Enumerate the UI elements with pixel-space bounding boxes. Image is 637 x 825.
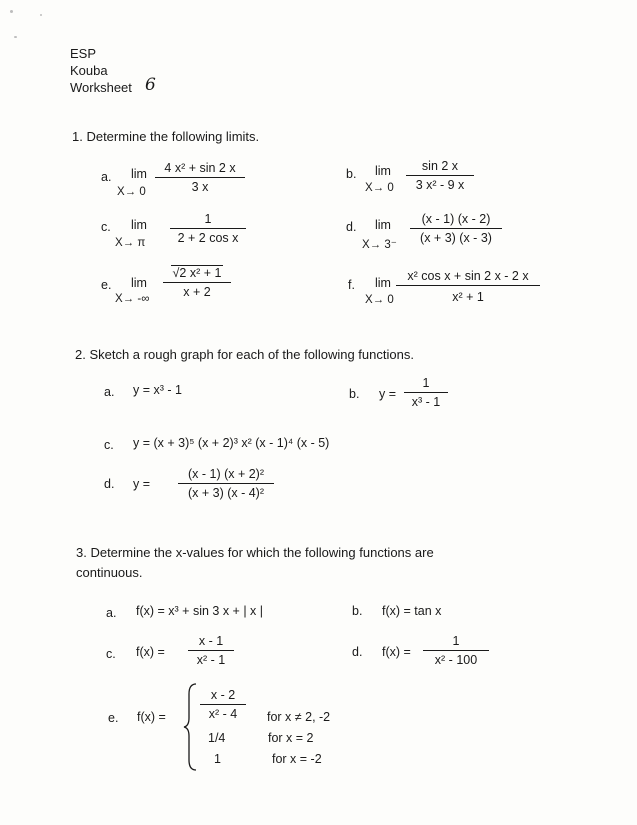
q2d-lhs: y = — [133, 477, 151, 491]
q2b-label: b. — [349, 387, 360, 401]
q3e-piece1-fraction — [202, 688, 244, 721]
q1d-denominator: (x + 3) (x - 3) — [410, 228, 502, 245]
q1a-lim: lim — [131, 167, 147, 181]
q1a-denominator: 3 x — [155, 177, 245, 194]
q1c-fraction — [172, 212, 244, 245]
q2d-fraction — [180, 467, 272, 500]
q3b-label: b. — [352, 604, 363, 618]
q1e-numerator: √2 x² + 1 — [172, 266, 222, 280]
q1d-sub: X→ 3⁻ — [362, 239, 397, 251]
q1b-fraction — [408, 159, 472, 192]
q1f-label: f. — [348, 278, 355, 292]
q3e-piece2-value: 1/4 — [208, 731, 226, 745]
q1-prompt: 1. Determine the following limits. — [72, 129, 260, 144]
q3e-piece3-value: 1 — [214, 752, 221, 766]
q1d-label: d. — [346, 220, 357, 234]
q3d-numerator: 1 — [452, 634, 460, 648]
q3c-denominator: x² - 1 — [188, 650, 234, 667]
q3c-fraction — [190, 634, 232, 667]
scan-mark — [14, 36, 17, 38]
q1f-lim: lim — [375, 276, 391, 290]
q3e-piece1-denominator: x² - 4 — [200, 704, 246, 721]
q3e-piece3-condition: for x = -2 — [272, 752, 322, 766]
q3c-lhs: f(x) = — [136, 645, 165, 659]
q3d-lhs: f(x) = — [382, 645, 411, 659]
q1f-numerator: x² cos x + sin 2 x - 2 x — [407, 269, 529, 283]
q3a-label: a. — [106, 606, 117, 620]
q3a-expr: f(x) = x³ + sin 3 x + | x | — [136, 604, 264, 618]
scan-mark — [10, 10, 13, 13]
q1f-fraction — [398, 269, 538, 304]
q1e-denominator: x + 2 — [163, 282, 231, 299]
q2c-expr: y = (x + 3)⁵ (x + 2)³ x² (x - 1)⁴ (x - 5) — [133, 436, 330, 450]
worksheet-label: Worksheet — [70, 80, 132, 95]
q3b-expr: f(x) = tan x — [382, 604, 442, 618]
q3e-piece1-numerator: x - 2 — [210, 688, 236, 702]
q2c-label: c. — [104, 438, 114, 452]
q1a-numerator: 4 x² + sin 2 x — [164, 161, 236, 175]
q2b-numerator: 1 — [422, 376, 430, 390]
q2a-expr: y = x³ - 1 — [133, 383, 182, 397]
q1c-denominator: 2 + 2 cos x — [170, 228, 246, 245]
q1c-numerator: 1 — [204, 212, 212, 226]
q1e-lim: lim — [131, 276, 147, 290]
course-name: ESP — [70, 46, 97, 61]
scan-mark — [40, 14, 42, 16]
q3c-label: c. — [106, 647, 116, 661]
q2b-denominator: x³ - 1 — [404, 392, 448, 409]
q3d-denominator: x² - 100 — [423, 650, 489, 667]
q3e-piece1-condition: for x ≠ 2, -2 — [267, 710, 331, 724]
q2b-fraction — [406, 376, 446, 409]
q2-prompt: 2. Sketch a rough graph for each of the following functions. — [75, 347, 414, 362]
worksheet-number: 6 — [145, 75, 156, 95]
q1d-numerator: (x - 1) (x - 2) — [421, 212, 491, 226]
q1b-sub: X→ 0 — [365, 182, 394, 194]
q1d-fraction — [412, 212, 500, 245]
q1b-denominator: 3 x² - 9 x — [406, 175, 474, 192]
q1f-denominator: x² + 1 — [396, 285, 540, 304]
q1b-lim: lim — [375, 164, 391, 178]
q1a-fraction — [157, 161, 243, 194]
q1f-sub: X→ 0 — [365, 294, 394, 306]
q3e-label: e. — [108, 711, 119, 725]
q1e-sub: X→ -∞ — [115, 293, 150, 305]
q1c-sub: X→ π — [115, 237, 146, 249]
q1a-sub: X→ 0 — [117, 186, 146, 198]
q2d-denominator: (x + 3) (x - 4)² — [178, 483, 274, 500]
left-brace-icon — [183, 682, 199, 772]
q3-prompt-line1: 3. Determine the x-values for which the following functions are — [76, 545, 434, 560]
q3e-lhs: f(x) = — [137, 710, 166, 724]
q2d-label: d. — [104, 477, 115, 491]
q1b-numerator: sin 2 x — [421, 159, 459, 173]
q3-prompt-line2: continuous. — [76, 565, 143, 580]
q2b-lhs: y = — [379, 387, 397, 401]
q1a-label: a. — [101, 170, 112, 184]
q1e-label: e. — [101, 278, 112, 292]
q2a-label: a. — [104, 385, 115, 399]
instructor-name: Kouba — [70, 63, 108, 78]
q1d-lim: lim — [375, 218, 391, 232]
q1c-lim: lim — [131, 218, 147, 232]
q1e-fraction — [165, 265, 229, 299]
q3c-numerator: x - 1 — [198, 634, 224, 648]
q3d-label: d. — [352, 645, 363, 659]
q3e-piece2-condition: for x = 2 — [268, 731, 314, 745]
q3d-fraction — [425, 634, 487, 667]
q1c-label: c. — [101, 220, 111, 234]
q2d-numerator: (x - 1) (x + 2)² — [187, 467, 265, 481]
q1b-label: b. — [346, 167, 357, 181]
